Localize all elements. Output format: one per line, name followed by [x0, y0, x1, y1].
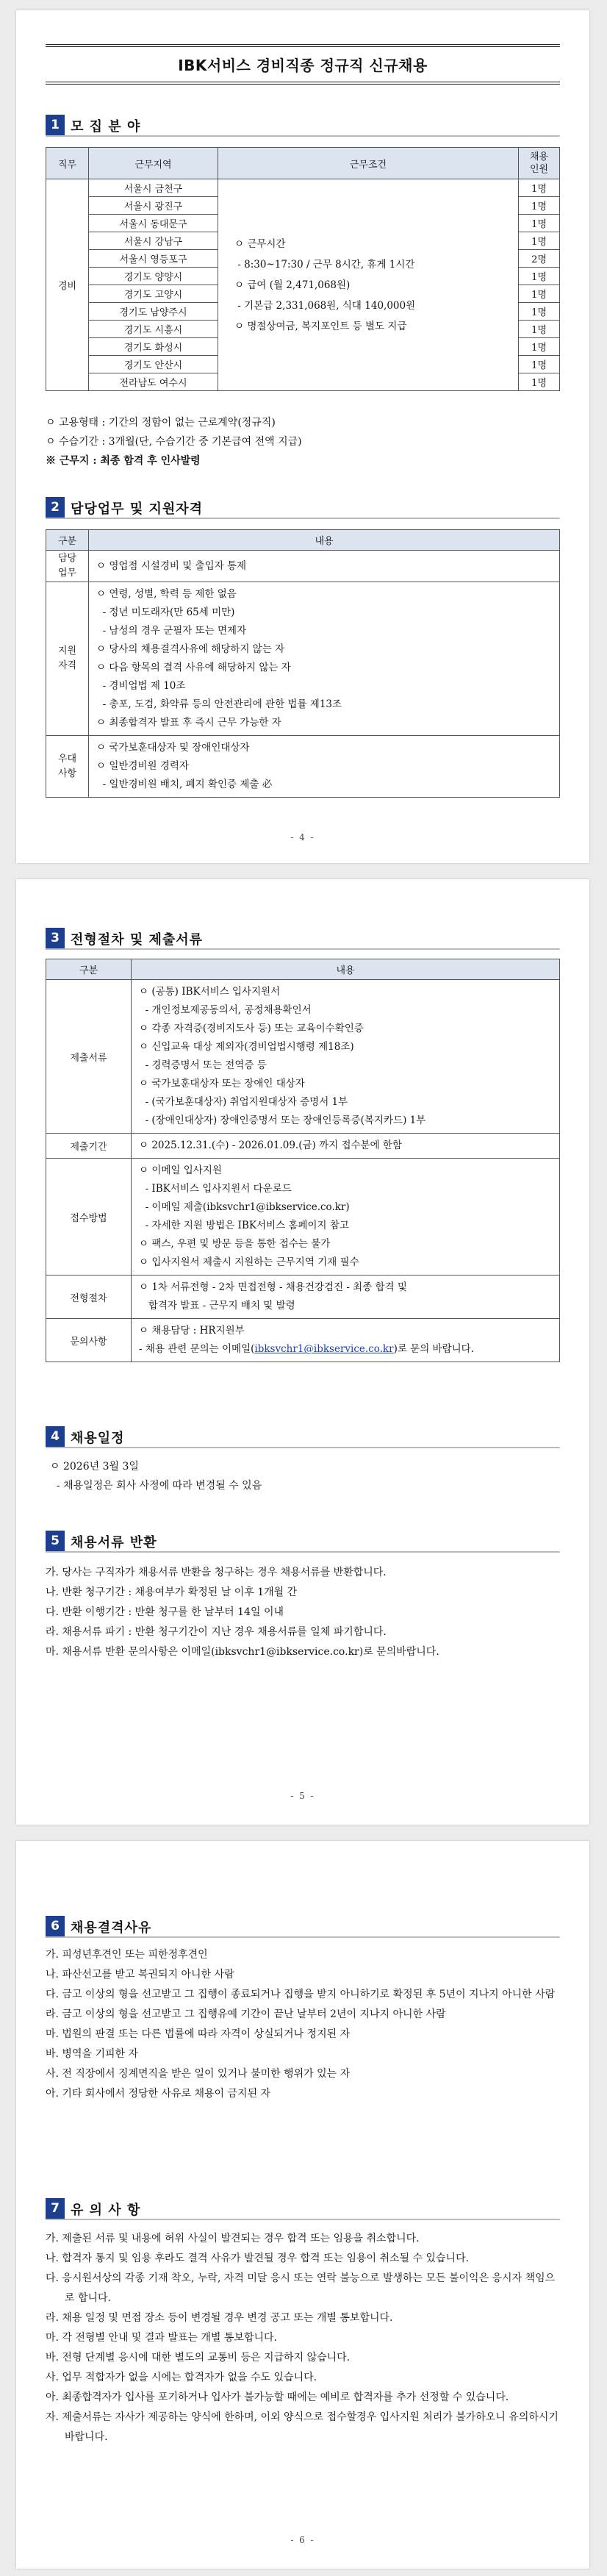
document-item: - 개인정보제공동의서, 공정채용확인서 [139, 1004, 312, 1016]
col-header-content: 내용 [89, 530, 560, 551]
list-item: 다. 반환 이행기간 : 반환 청구를 한 날부터 14일 이내 [46, 1606, 284, 1618]
section-title: 담당업무 및 지원자격 [71, 501, 204, 517]
row-label-process: 전형절차 [46, 1276, 132, 1319]
schedule-line: - 채용일정은 회사 사정에 따라 변경될 수 있음 [50, 1480, 262, 1492]
employment-notes [46, 413, 560, 471]
content-line: ㅇ 다음 항목의 결격 사유에 해당하지 않는 자 [96, 662, 291, 673]
condition-line: - 기본급 2,331,068원, 식대 140,000원 [234, 299, 416, 312]
section-title: 채용일정 [71, 1431, 125, 1446]
list-item: 바. 전형 단계별 응시에 대한 별도의 교통비 등은 지급하지 않습니다. [46, 2352, 351, 2364]
section-6-heading [46, 1914, 560, 1938]
documents-list [132, 980, 560, 1134]
page-4 [16, 10, 589, 863]
list-item: 가. 제출된 서류 및 내용에 허위 사실이 발견되는 경우 합격 또는 임용을 취소합니다. [46, 2233, 420, 2244]
col-header-region: 근무지역 [89, 148, 218, 179]
count-cell: 1명 [519, 321, 560, 338]
col-header-content: 내용 [132, 959, 560, 980]
document-item: ㅇ 각종 자격증(경비지도사 등) 또는 교육이수확인증 [139, 1023, 364, 1034]
region-cell: 전라남도 여수시 [89, 373, 218, 391]
condition-line: - 8:30~17:30 / 근무 8시간, 휴게 1시간 [234, 258, 415, 271]
content-line: - 남성의 경우 군필자 또는 면제자 [96, 625, 247, 637]
list-item: 아. 기타 회사에서 정당한 사유로 채용이 금지된 자 [46, 2088, 271, 2100]
list-item: 마. 법원의 판결 또는 다른 법률에 따라 자격이 상실되거나 정지된 자 [46, 2028, 351, 2040]
section-5-heading [46, 1529, 560, 1553]
content-line: ㅇ 연령, 성별, 학력 등 제한 없음 [96, 588, 237, 600]
list-item: 바. 병역을 기피한 자 [46, 2048, 138, 2060]
section-number: 4 [46, 1426, 65, 1447]
list-item: 가. 피성년후견인 또는 피한정후견인 [46, 1949, 208, 1961]
table-row [46, 551, 560, 582]
document-item: ㅇ 신입교육 대상 제외자(경비업법시행령 제18조) [139, 1041, 354, 1053]
document-item: - (장애인대상자) 장애인증명서 또는 장애인등록증(복지카드) 1부 [139, 1115, 426, 1126]
list-item: 아. 최종합격자가 입사를 포기하거나 입사가 불가능할 때에는 예비로 합격자를 추가 선정할 수 있습니다. [46, 2391, 509, 2403]
section-title: 채용결격사유 [71, 1920, 152, 1936]
content-line: - 총포, 도검, 화약류 등의 안전관리에 관한 법률 제13조 [96, 698, 342, 710]
section-3-heading [46, 926, 560, 950]
region-cell: 서울시 강남구 [89, 232, 218, 250]
process-line: 합격자 발표 - 근무지 배치 및 발령 [139, 1300, 295, 1312]
list-item: 가. 당사는 구직자가 채용서류 반환을 청구하는 경우 채용서류를 반환합니다. [46, 1567, 387, 1578]
section-number: 6 [46, 1916, 65, 1936]
conditions-cell [218, 179, 519, 391]
contact-email-link[interactable]: ibksvchr1@ibkservice.co.kr [254, 1343, 394, 1355]
contact-email-line: - 채용 관련 문의는 이메일(ibksvchr1@ibkservice.co.kr)로 문의 바랍니다. [139, 1343, 475, 1355]
region-cell: 경기도 화성시 [89, 338, 218, 356]
section-1-heading [46, 113, 560, 137]
count-cell: 1명 [519, 303, 560, 321]
list-item: 라. 채용 일정 및 면접 장소 등이 변경될 경우 변경 공고 또는 개별 통보합니다. [46, 2312, 393, 2324]
content-line: ㅇ 최종합격자 발표 후 즉시 근무 가능한 자 [96, 717, 281, 729]
page-6 [16, 1841, 589, 2569]
row-content [89, 736, 560, 798]
count-cell: 1명 [519, 197, 560, 215]
content-line: - 일반경비원 배치, 폐지 확인증 제출 必 [96, 779, 273, 790]
document-item: - 경력증명서 또는 전역증 등 [139, 1059, 267, 1071]
schedule-lines [46, 1457, 560, 1495]
section-4-heading [46, 1425, 560, 1448]
region-cell: 경기도 고양시 [89, 285, 218, 303]
region-cell: 경기도 시흥시 [89, 321, 218, 338]
list-item: 나. 합격자 통지 및 임용 후라도 결격 사유가 발견될 경우 합격 또는 임용이 취소될 수 있습니다. [46, 2253, 470, 2264]
document-return-list [46, 1563, 560, 1662]
section-title: 유 의 사 항 [71, 2203, 141, 2218]
precautions-list [46, 2229, 560, 2447]
recruitment-table [46, 147, 560, 391]
job-cell: 경비 [46, 179, 89, 391]
list-item: 다. 금고 이상의 형을 선고받고 그 집행이 종료되거나 집행을 받지 아니하기로 확정된 후 5년이 지나지 아니한 사람 [46, 1989, 556, 2000]
document-item: ㅇ 국가보훈대상자 또는 장애인 대상자 [139, 1078, 305, 1090]
region-cell: 경기도 양양시 [89, 268, 218, 285]
col-header-category: 구분 [46, 530, 89, 551]
row-label-method: 접수방법 [46, 1159, 132, 1276]
submission-period: ㅇ 2025.12.31.(수) - 2026.01.09.(금) 까지 접수분에 한함 [139, 1139, 403, 1151]
note-probation: ㅇ 수습기간 : 3개월(단, 수습기간 중 기본급여 전액 지급) [46, 436, 302, 448]
content-line: ㅇ 국가보훈대상자 및 장애인대상자 [96, 742, 250, 754]
section-number: 5 [46, 1531, 65, 1551]
method-item: ㅇ 이메일 입사지원 [139, 1164, 222, 1176]
content-line: - 정년 미도래자(만 65세 미만) [96, 607, 235, 618]
contact-department: ㅇ 채용담당 : HR지원부 [139, 1325, 245, 1337]
page-number: - 6 - [290, 2535, 315, 2545]
row-content [89, 551, 560, 582]
list-item: 자. 제출서류는 자사가 제공하는 양식에 한하며, 이외 양식으로 접수할경우 입사지원 처리가 불가하오니 유의하시기 바랍니다. [46, 2411, 558, 2443]
section-number: 7 [46, 2198, 65, 2219]
section-title: 채용서류 반환 [71, 1535, 157, 1550]
section-number: 2 [46, 497, 65, 518]
table-row [46, 582, 560, 736]
list-item: 라. 금고 이상의 형을 선고받고 그 집행유예 기간이 끝난 날부터 2년이 지나지 아니한 사람 [46, 2008, 446, 2020]
count-cell: 1명 [519, 373, 560, 391]
method-item: - IBK서비스 입사지원서 다운로드 [139, 1183, 292, 1195]
region-cell: 서울시 동대문구 [89, 215, 218, 232]
qualification-table [46, 529, 560, 798]
count-cell: 1명 [519, 338, 560, 356]
process-line: ㅇ 1차 서류전형 - 2차 면접전형 - 채용건강검진 - 최종 합격 및 [139, 1281, 407, 1293]
page-5 [16, 879, 589, 1825]
row-label-documents: 제출서류 [46, 980, 132, 1134]
method-item: ㅇ 입사지원서 제출시 지원하는 근무지역 기재 필수 [139, 1256, 359, 1268]
document-item: - (국가보훈대상자) 취업지원대상자 증명서 1부 [139, 1096, 348, 1108]
row-label-period: 제출기간 [46, 1134, 132, 1159]
content-line: ㅇ 영업점 시설경비 및 출입자 통제 [96, 559, 247, 572]
list-item: 라. 채용서류 파기 : 반환 청구기간이 지난 경우 채용서류를 일체 파기합니다. [46, 1626, 387, 1638]
count-cell: 1명 [519, 268, 560, 285]
table-row [46, 736, 560, 798]
note-employment-type: ㅇ 고용형태 : 기간의 정함이 없는 근로계약(정규직) [46, 417, 276, 429]
count-cell: 1명 [519, 356, 560, 373]
table-row [46, 179, 560, 197]
region-cell: 서울시 금천구 [89, 179, 218, 197]
list-item: 사. 업무 적합자가 없을 시에는 합격자가 없을 수도 있습니다. [46, 2372, 317, 2383]
count-cell: 1명 [519, 232, 560, 250]
section-2-heading [46, 495, 560, 519]
region-cell: 서울시 광진구 [89, 197, 218, 215]
list-item: 나. 반환 청구기간 : 채용여부가 확정된 날 이후 1개월 간 [46, 1586, 298, 1598]
condition-line: ㅇ 근무시간 [234, 237, 286, 250]
condition-line: ㅇ 명절상여금, 복지포인트 등 별도 지급 [234, 320, 407, 332]
region-cell: 경기도 남양주시 [89, 303, 218, 321]
submission-method-list [132, 1159, 560, 1276]
region-cell: 경기도 안산시 [89, 356, 218, 373]
section-number: 1 [46, 115, 65, 135]
count-cell: 1명 [519, 285, 560, 303]
row-label: 우대 사항 [46, 736, 89, 798]
selection-process [132, 1276, 560, 1319]
count-cell: 1명 [519, 179, 560, 197]
page-number: - 5 - [290, 1791, 315, 1801]
note-workplace: ※ 근무지 : 최종 합격 후 인사발령 [46, 455, 201, 467]
row-label: 담당 업무 [46, 551, 89, 582]
method-item: - 이메일 제출(ibksvchr1@ibkservice.co.kr) [139, 1201, 350, 1213]
col-header-count: 채용 인원 [519, 148, 560, 179]
count-cell: 1명 [519, 215, 560, 232]
list-item: 마. 채용서류 반환 문의사항은 이메일(ibksvchr1@ibkservice.co.kr)로 문의바랍니다. [46, 1646, 439, 1658]
page-number: - 4 - [290, 832, 315, 842]
list-item: 사. 전 직장에서 징계면직을 받은 일이 있거나 불미한 행위가 있는 자 [46, 2068, 351, 2080]
col-header-conditions: 근무조건 [218, 148, 519, 179]
list-item: 마. 각 전형별 안내 및 결과 발표는 개별 통보합니다. [46, 2332, 277, 2344]
method-item: - 자세한 지원 방법은 IBK서비스 홈페이지 참고 [139, 1220, 349, 1231]
row-label: 지원 자격 [46, 582, 89, 736]
disqualification-list [46, 1945, 560, 2104]
list-item: 다. 응시원서상의 각종 기재 착오, 누락, 자격 미달 응시 또는 연락 불능으로 발생하는 모든 불이익은 응시자 책임으로 합니다. [46, 2272, 556, 2304]
row-content [89, 582, 560, 736]
region-cell: 서울시 영등포구 [89, 250, 218, 268]
process-table [46, 959, 560, 1362]
content-line: ㅇ 일반경비원 경력자 [96, 760, 189, 772]
count-cell: 2명 [519, 250, 560, 268]
condition-line: ㅇ 급여 (월 2,471,068원) [234, 279, 351, 291]
content-line: ㅇ 당사의 채용결격사유에 해당하지 않는 자 [96, 643, 285, 655]
schedule-line: ㅇ 2026년 3월 3일 [50, 1461, 139, 1473]
section-number: 3 [46, 928, 65, 948]
document-title: IBK서비스 경비직종 정규직 신규채용 [46, 44, 560, 85]
section-title: 모 집 분 야 [71, 119, 141, 135]
col-header-job: 직무 [46, 148, 89, 179]
section-title: 전형절차 및 제출서류 [71, 932, 204, 948]
document-item: ㅇ (공통) IBK서비스 입사지원서 [139, 986, 281, 998]
method-item: ㅇ 팩스, 우편 및 방문 등을 통한 접수는 불가 [139, 1238, 331, 1250]
row-label-contact: 문의사항 [46, 1319, 132, 1362]
col-header-category: 구분 [46, 959, 132, 980]
list-item: 나. 파산선고를 받고 복권되지 아니한 사람 [46, 1969, 234, 1981]
content-line: - 경비업법 제 10조 [96, 680, 186, 692]
section-7-heading [46, 2197, 560, 2220]
